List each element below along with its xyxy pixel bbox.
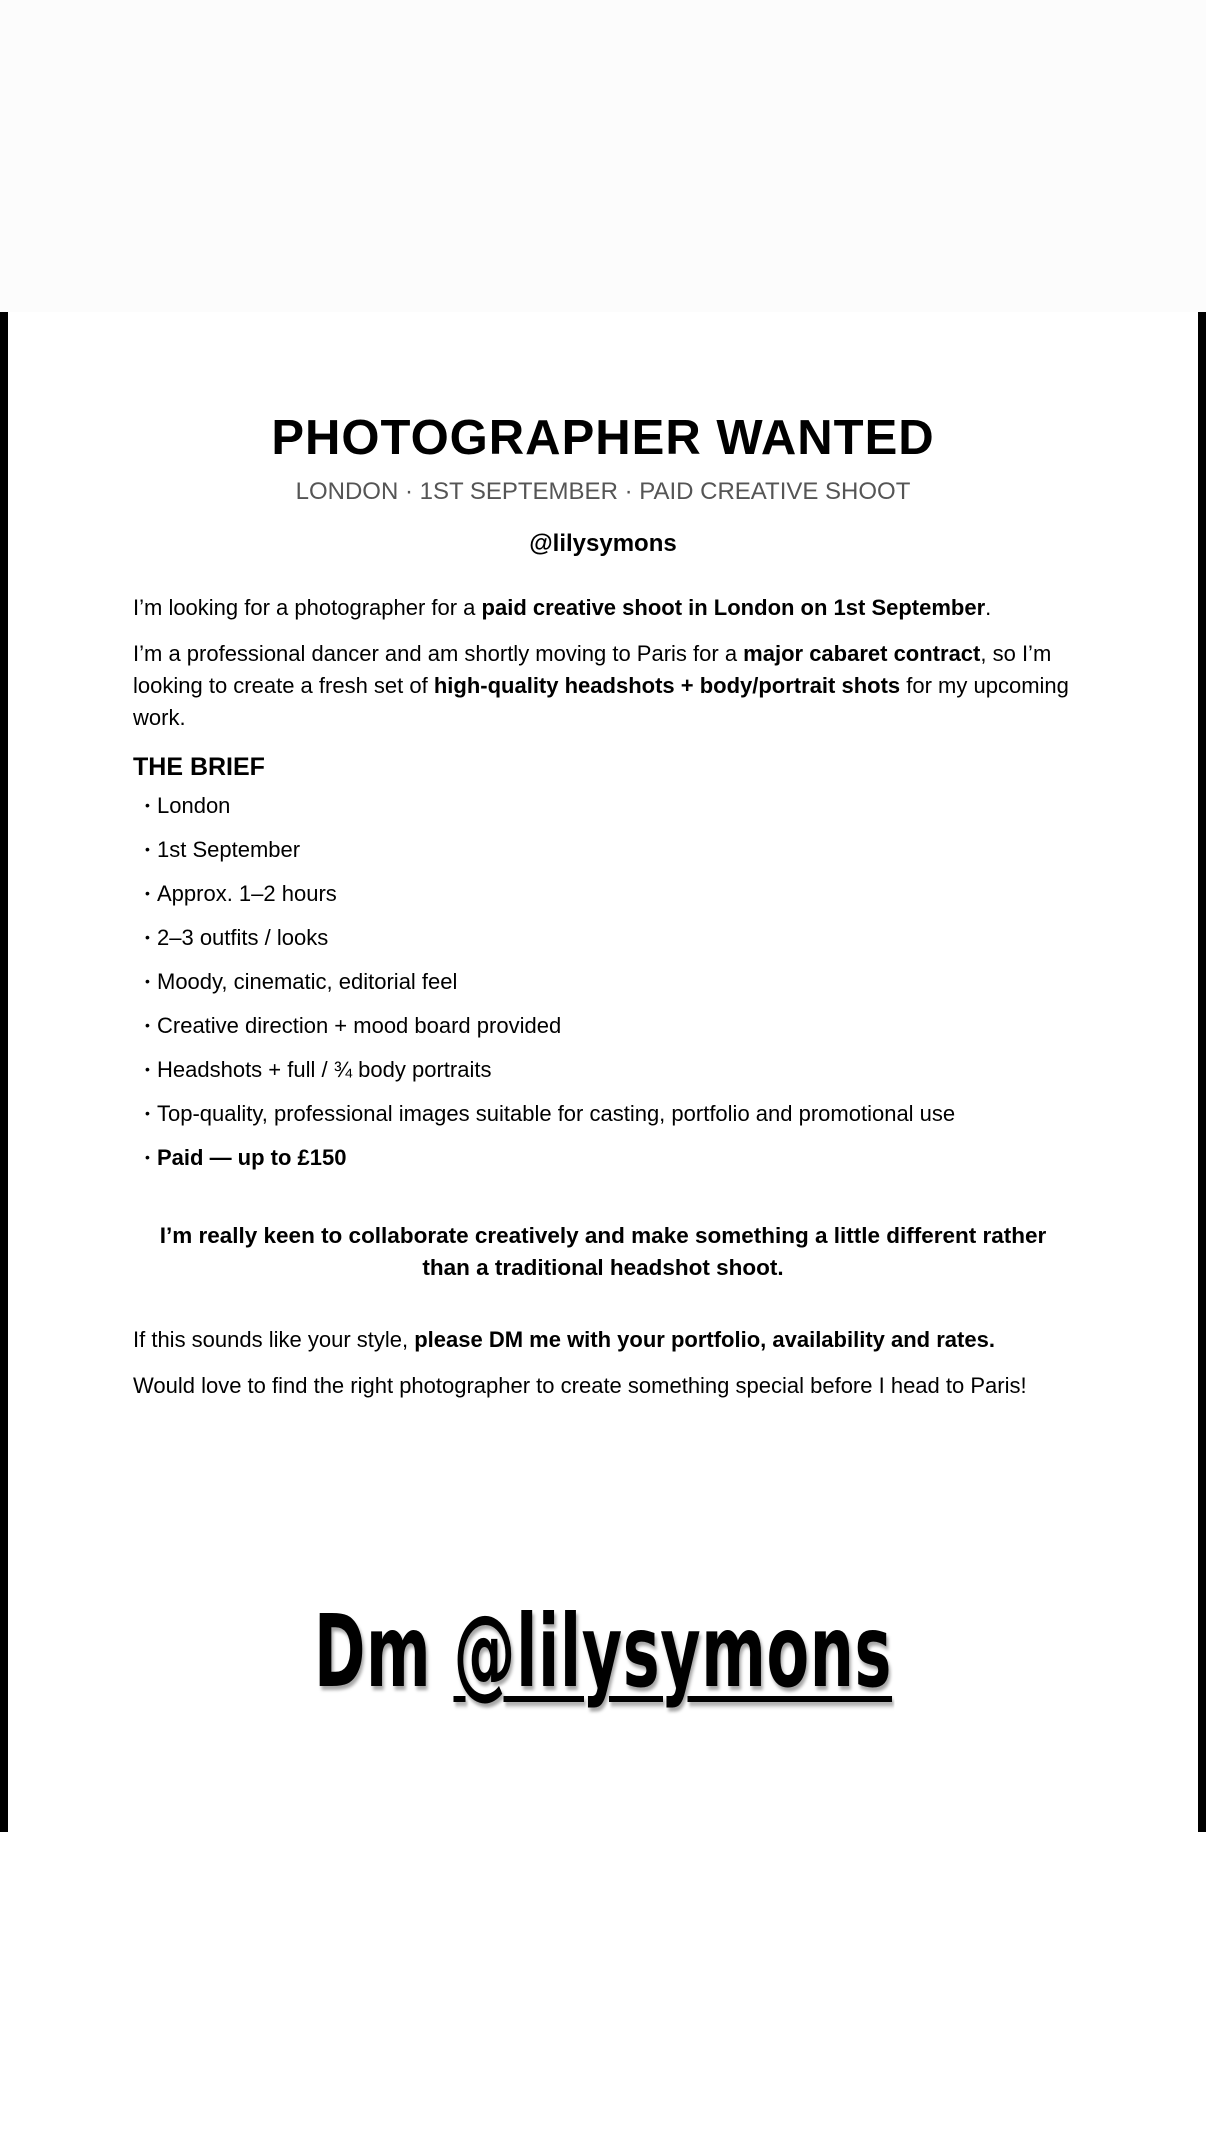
brief-heading: THE BRIEF	[133, 753, 265, 781]
bullet-icon: •	[145, 1061, 150, 1078]
dm-text: If this sounds like your style,	[133, 1327, 415, 1352]
list-item	[145, 1098, 1073, 1142]
list-item-text: 1st September	[157, 837, 301, 862]
page-subtitle: LONDON · 1ST SEPTEMBER · PAID CREATIVE SHOOT	[295, 478, 911, 505]
list-item	[145, 1010, 1073, 1054]
about-text-1: I’m a professional dancer and am shortly moving to Paris for a	[133, 641, 744, 666]
intro-end: .	[985, 595, 992, 620]
list-item-paid	[145, 1142, 1073, 1186]
list-item-text: London	[157, 793, 231, 818]
logo-handle: @lilysymons	[453, 1593, 893, 1710]
bullet-icon: •	[145, 973, 150, 990]
list-item-text: Top-quality, professional images suitable for casting, portfolio and promotional use	[157, 1101, 956, 1126]
list-item-text: Moody, cinematic, editorial feel	[157, 969, 458, 994]
list-item-text: 2–3 outfits / looks	[157, 925, 329, 950]
intro-bold: paid creative shoot in London on 1st September	[481, 595, 986, 620]
list-item-text: Approx. 1–2 hours	[157, 881, 337, 906]
about-text-3: for my upcoming work.	[133, 673, 1069, 730]
bullet-icon: •	[145, 885, 150, 902]
list-item	[145, 790, 1073, 834]
page-title: PHOTOGRAPHER WANTED	[271, 411, 935, 465]
list-item	[145, 878, 1073, 922]
about-text-2: , so I’m looking to create a fresh set of	[133, 641, 1052, 698]
list-item	[145, 834, 1073, 878]
instagram-handle: @lilysymons	[529, 530, 677, 557]
list-item	[145, 966, 1073, 1010]
about-bold-2: high-quality headshots + body/portrait shots	[433, 673, 901, 698]
dm-paragraph	[133, 1324, 1073, 1356]
paid-text: Paid — up to £150	[157, 1145, 347, 1170]
about-paragraph	[133, 638, 1073, 734]
about-bold-1: major cabaret contract	[743, 641, 981, 666]
dm-bold: please DM me with your portfolio, availability and rates.	[414, 1327, 995, 1352]
list-item	[145, 922, 1073, 966]
brief-list	[133, 790, 1073, 1186]
intro-text: I’m looking for a photographer for a	[133, 595, 482, 620]
bullet-icon: •	[145, 929, 150, 946]
top-band	[0, 0, 1206, 312]
flyer-body	[133, 592, 1073, 1402]
list-item	[145, 1054, 1073, 1098]
callout-paragraph: I’m really keen to collaborate creatively and make something a little different rather than a traditional headshot shoot.	[159, 1223, 1047, 1280]
bullet-icon: •	[145, 1149, 150, 1166]
closing-paragraph: Would love to find the right photographer to create something special before I head to Paris!	[133, 1373, 1027, 1398]
intro-paragraph	[133, 592, 1073, 624]
dm-logo	[229, 1592, 977, 1712]
list-item-text: Creative direction + mood board provided	[157, 1013, 562, 1038]
bullet-icon: •	[145, 1017, 150, 1034]
bullet-icon: •	[145, 841, 150, 858]
logo-prefix: Dm	[313, 1593, 432, 1710]
list-item-text: Headshots + full / ¾ body portraits	[157, 1057, 492, 1082]
bullet-icon: •	[145, 797, 150, 814]
bullet-icon: •	[145, 1105, 150, 1122]
